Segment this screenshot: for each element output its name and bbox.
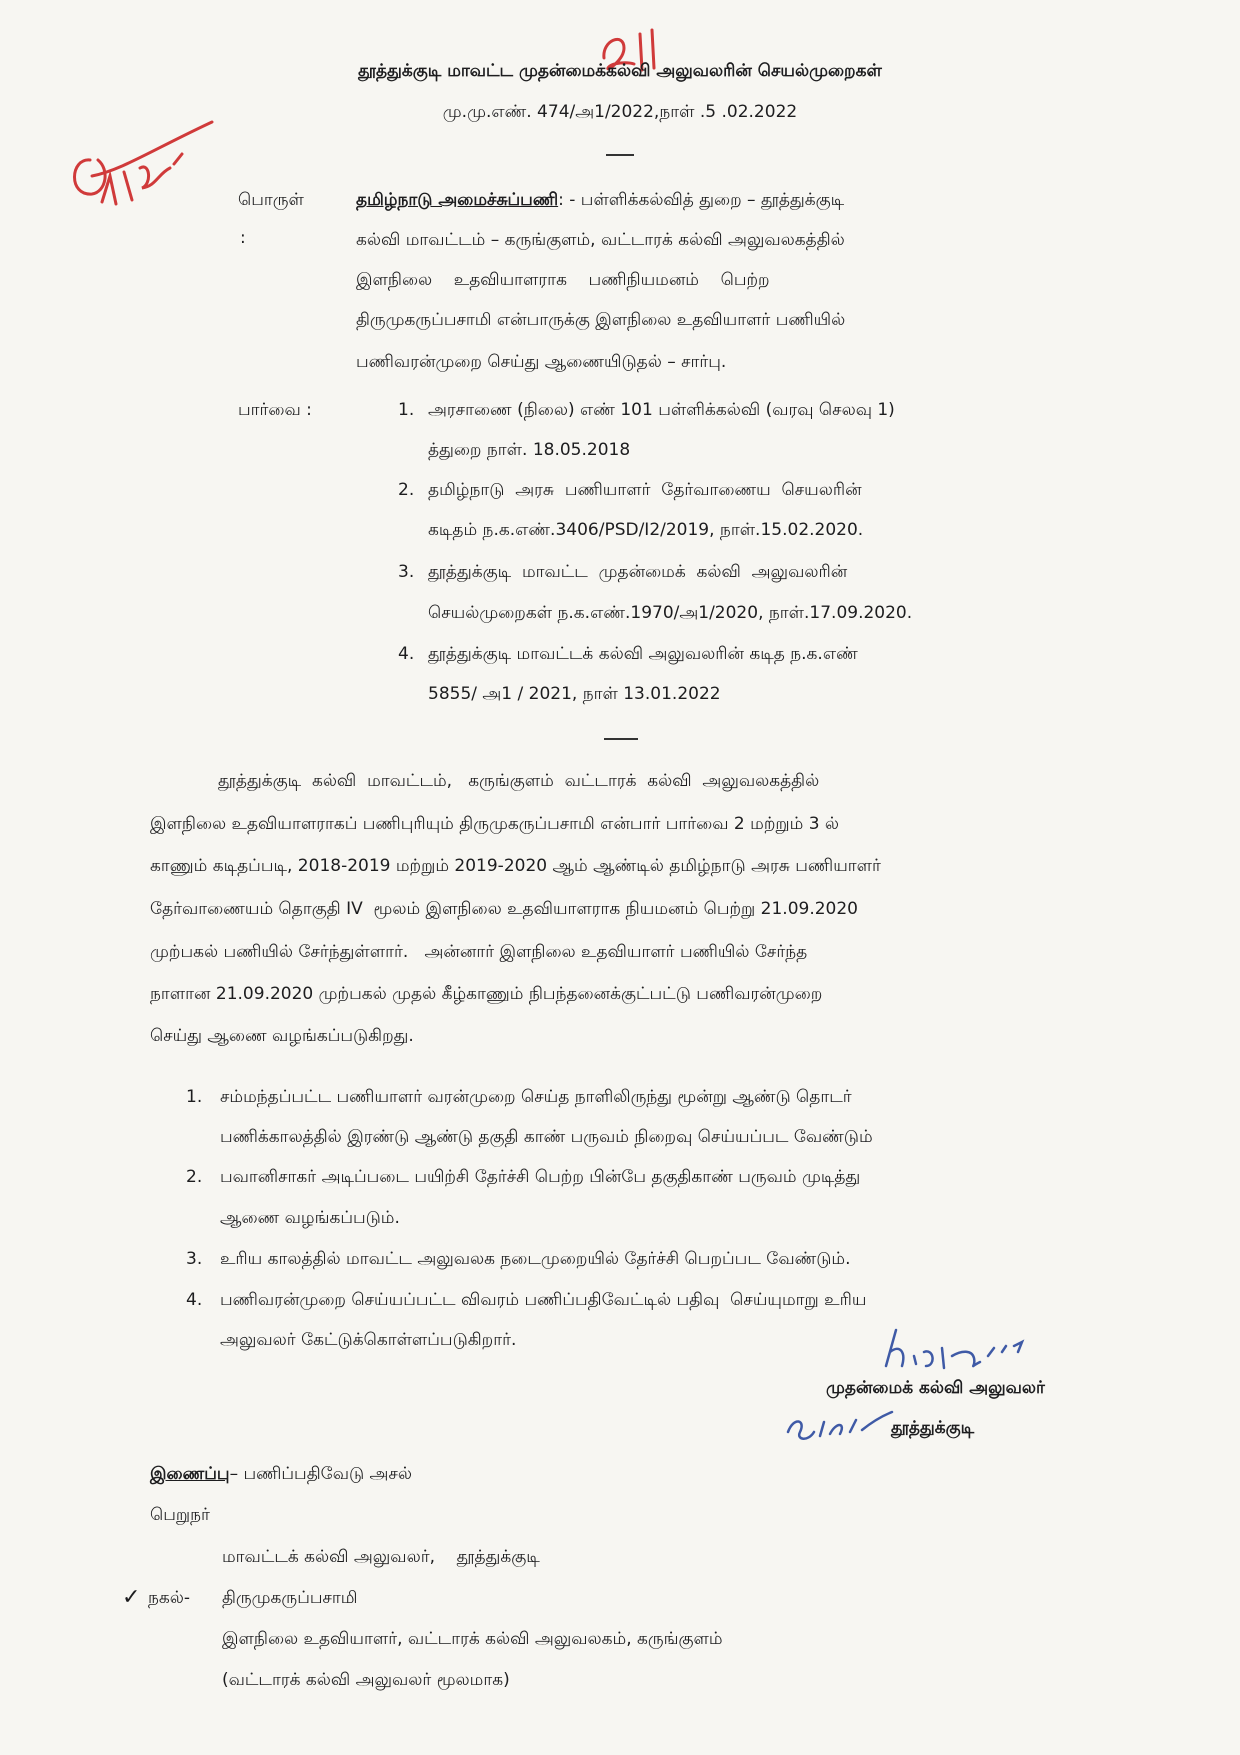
subject-line-4: திருமுகருப்பசாமி என்பாருக்கு இளநிலை உதவியாளர் பணியில் <box>356 310 846 330</box>
body-line-7: செய்து ஆணை வழங்கப்படுகிறது. <box>150 1026 414 1046</box>
condition-3-line1: உரிய காலத்தில் மாவட்ட அலுவலக நடைமுறையில் தேர்ச்சி பெறப்பட வேண்டும். <box>220 1249 851 1269</box>
subject-line-5: பணிவரன்முறை செய்து ஆணையிடுதல் – சார்பு. <box>356 352 727 372</box>
recipient-label: பெறுநர் <box>150 1505 210 1525</box>
signatory-title: முதன்மைக் கல்வி அலுவலர் <box>826 1378 1045 1398</box>
subject-line-1 <box>356 190 844 210</box>
enclosure-text: – பணிப்பதிவேடு அசல் <box>229 1464 412 1484</box>
reference-item-2-line1: தமிழ்நாடு அரசு பணியாளர் தேர்வாணைய செயலரின் <box>428 480 862 500</box>
recipient-line-4: (வட்டாரக் கல்வி அலுவலர் மூலமாக) <box>222 1670 510 1690</box>
subject-line-2: கல்வி மாவட்டம் – கருங்குளம், வட்டாரக் கல்வி அலுவலகத்தில் <box>356 230 845 250</box>
title-divider <box>606 154 634 156</box>
condition-4-line1: பணிவரன்முறை செய்யப்பட்ட விவரம் பணிப்பதிவேட்டில் பதிவு செய்யுமாறு உரிய <box>220 1290 867 1310</box>
subject-line-3: இளநிலை உதவியாளராக பணிநியமனம் பெற்ற <box>356 270 770 290</box>
condition-4-line2: அலுவலர் கேட்டுக்கொள்ளப்படுகிறார். <box>220 1330 517 1350</box>
copy-label: நகல்- <box>148 1588 191 1608</box>
red-initials-mark <box>62 110 212 220</box>
subject-heading: தமிழ்நாடு அமைச்சுப்பணி <box>356 190 559 210</box>
references-label: பார்வை : <box>238 400 312 420</box>
condition-2-line1: பவானிசாகர் அடிப்படை பயிற்சி தேர்ச்சி பெற்ற பின்பே தகுதிகாண் பருவம் முடித்து <box>220 1167 861 1187</box>
condition-2-num: 2. <box>186 1167 203 1187</box>
body-line-5: முற்பகல் பணியில் சேர்ந்துள்ளார். அன்னார் இளநிலை உதவியாளர் பணியில் சேர்ந்த <box>150 942 808 962</box>
subject-colon: : <box>240 228 246 248</box>
condition-3-num: 3. <box>186 1249 203 1269</box>
reference-item-3-num: 3. <box>398 562 415 582</box>
reference-item-1-num: 1. <box>398 400 415 420</box>
enclosure <box>150 1464 412 1484</box>
reference-item-4-line2: 5855/ அ1 / 2021, நாள் 13.01.2022 <box>428 684 721 704</box>
signatory-place: தூத்துக்குடி <box>891 1418 975 1438</box>
condition-1-line2: பணிக்காலத்தில் இரண்டு ஆண்டு தகுதி காண் பருவம் நிறைவு செய்யப்பட வேண்டும் <box>220 1127 873 1147</box>
check-mark-icon: ✓ <box>122 1585 141 1610</box>
body-line-3: காணும் கடிதப்படி, 2018-2019 மற்றும் 2019-2020 ஆம் ஆண்டில் தமிழ்நாடு அரசு பணியாளர் <box>150 856 881 876</box>
body-line-1: தூத்துக்குடி கல்வி மாவட்டம், கருங்குளம் வட்டாரக் கல்வி அலுவலகத்தில் <box>218 771 820 791</box>
subject-line-1-text: : - பள்ளிக்கல்வித் துறை – தூத்துக்குடி <box>558 190 845 210</box>
body-line-4: தேர்வாணையம் தொகுதி IV மூலம் இளநிலை உதவியாளராக நியமனம் பெற்று 21.09.2020 <box>150 899 858 919</box>
officer-signature <box>876 1322 1076 1382</box>
condition-4-num: 4. <box>186 1290 203 1310</box>
enclosure-label: இணைப்பு <box>150 1464 230 1484</box>
condition-1-line1: சம்மந்தப்பட்ட பணியாளர் வரன்முறை செய்த நாளிலிருந்து மூன்று ஆண்டு தொடர் <box>220 1087 852 1107</box>
reference-item-3-line2: செயல்முறைகள் ந.க.எண்.1970/அ1/2020, நாள்.17.09.2020. <box>428 603 913 623</box>
body-line-2: இளநிலை உதவியாளராகப் பணிபுரியும் திருமுகருப்பசாமி என்பார் பார்வை 2 மற்றும் 3 ல் <box>150 814 840 834</box>
reference-item-4-num: 4. <box>398 644 415 664</box>
reference-item-4-line1: தூத்துக்குடி மாவட்டக் கல்வி அலுவலரின் கடித ந.க.எண் <box>428 644 858 664</box>
body-line-6: நாளான 21.09.2020 முற்பகல் முதல் கீழ்காணும் நிபந்தனைக்குட்பட்டு பணிவரன்முறை <box>150 984 823 1004</box>
condition-2-line2: ஆணை வழங்கப்படும். <box>220 1208 400 1228</box>
references-divider <box>604 738 638 740</box>
subject-label: பொருள் <box>238 190 304 210</box>
copy-name: திருமுகருப்பசாமி <box>222 1588 358 1608</box>
recipient-line-1: மாவட்டக் கல்வி அலுவலர், தூத்துக்குடி <box>222 1547 540 1567</box>
condition-1-num: 1. <box>186 1087 203 1107</box>
reference-item-3-line1: தூத்துக்குடி மாவட்ட முதன்மைக் கல்வி அலுவலரின் <box>428 562 848 582</box>
reference-item-2-num: 2. <box>398 480 415 500</box>
reference-item-1-line1: அரசாணை (நிலை) எண் 101 பள்ளிக்கல்வி (வரவு செலவு 1) <box>428 400 895 420</box>
recipient-line-3: இளநிலை உதவியாளர், வட்டாரக் கல்வி அலுவலகம், கருங்குளம் <box>222 1629 723 1649</box>
reference-item-1-line2: த்துறை நாள். 18.05.2018 <box>428 440 631 460</box>
reference-item-2-line2: கடிதம் ந.க.எண்.3406/PSD/I2/2019, நாள்.15.02.2020. <box>428 520 864 540</box>
reference-number: மு.மு.எண். 474/அ1/2022,நாள் .5 .02.2022 <box>442 102 798 122</box>
blue-initials-mark <box>780 1392 900 1452</box>
office-title: தூத்துக்குடி மாவட்ட முதன்மைக்கல்வி அலுவலரின் செயல்முறைகள் <box>358 61 882 81</box>
